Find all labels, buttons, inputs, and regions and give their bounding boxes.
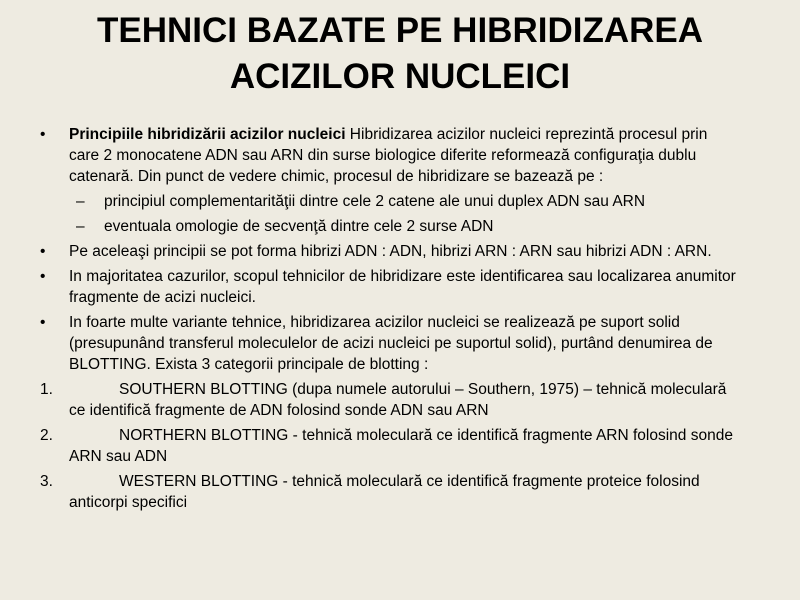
bullet-icon: •: [40, 314, 46, 331]
numbered-item-southern: [40, 379, 740, 421]
dash-icon: –: [76, 193, 85, 210]
sub-item-text: eventuala omologie de secvenţă dintre cele 2 surse ADN: [104, 218, 494, 235]
principles-text: Hibridizarea acizilor nucleici reprezintă procesul prin care 2 monocatene ADN sau ARN din surse biologice diferite reformează configuraţia dublu catenară. Din punct de vedere chimic, procesul de hibridizare se bazează pe :: [69, 126, 708, 185]
slide-title-line-2: ACIZILOR NUCLEICI: [229, 57, 571, 96]
bullet-item-hybrids: [40, 241, 740, 262]
sub-item-complementarity: [40, 191, 740, 212]
slide-title: [40, 8, 760, 100]
bullet-item-principles: [40, 124, 740, 187]
numbered-item-western: [40, 471, 740, 513]
bullet-item-scope: [40, 266, 740, 308]
bullet-icon: •: [40, 243, 46, 260]
numbered-item-northern: [40, 425, 740, 467]
bullet-text: Pe aceleaşi principii se pot forma hibrizi ADN : ADN, hibrizi ARN : ARN sau hibrizi ADN : ARN.: [69, 243, 712, 260]
dash-icon: –: [76, 218, 85, 235]
slide-content: [40, 124, 740, 517]
sub-item-text: principiul complementarităţii dintre cele 2 catene ale unui duplex ADN sau ARN: [104, 193, 646, 210]
sub-item-homology: [40, 216, 740, 237]
numbered-text: NORTHERN BLOTTING - tehnică moleculară ce identifică fragmente ARN folosind sonde ARN sau ADN: [69, 427, 733, 465]
principles-heading: Principiile hibridizării acizilor nucleici: [69, 126, 346, 143]
numbered-text: SOUTHERN BLOTTING (dupa numele autorului – Southern, 1975) – tehnică moleculară ce identifică fragmente de ADN folosind sonde ADN sau ARN: [69, 381, 727, 419]
bullet-text: In majoritatea cazurilor, scopul tehnicilor de hibridizare este identificarea sau localizarea anumitor fragmente de acizi nucleici.: [69, 268, 736, 306]
slide-title-line-1: TEHNICI BAZATE PE HIBRIDIZAREA: [96, 11, 704, 50]
numbered-text: WESTERN BLOTTING - tehnică moleculară ce identifică fragmente proteice folosind anticorpi specifici: [69, 473, 700, 511]
bullet-item-blotting: [40, 312, 740, 375]
bullet-icon: •: [40, 126, 46, 143]
item-number: 1.: [40, 381, 53, 398]
item-number: 3.: [40, 473, 53, 490]
bullet-icon: •: [40, 268, 46, 285]
item-number: 2.: [40, 427, 53, 444]
bullet-text: In foarte multe variante tehnice, hibridizarea acizilor nucleici se realizează pe suport solid (presupunând transferul moleculelor de acizi nucleici pe suportul solid), purtând denumirea de BLOTTING. Exista 3 categorii principale de blotting :: [69, 314, 713, 373]
